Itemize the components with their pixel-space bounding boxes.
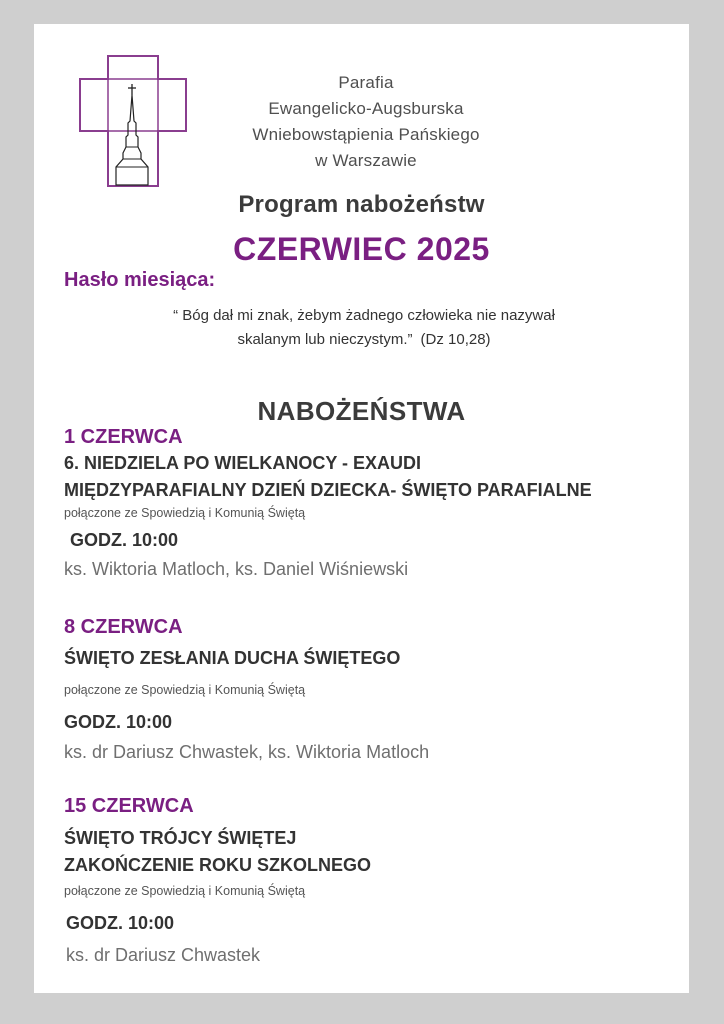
quote-line-2 (94, 328, 634, 352)
parish-line-3: Wniebowstąpienia Pańskiego (252, 125, 480, 144)
service-note: połączone ze Spowiedzią i Komunią Świętą (64, 884, 306, 898)
service-title-line: ŚWIĘTO TRÓJCY ŚWIĘTEJ (64, 828, 297, 848)
month-heading: CZERWIEC 2025 (233, 231, 490, 267)
service-time: GODZ. 10:00 (70, 530, 179, 550)
service-priests: ks. dr Dariusz Chwastek (66, 945, 261, 965)
service-time: GODZ. 10:00 (64, 712, 173, 732)
service-priests: ks. Wiktoria Matloch, ks. Daniel Wiśniewski (64, 559, 409, 579)
service-title-line: MIĘDZYPARAFIALNY DZIEŃ DZIECKA- ŚWIĘTO PARAFIALNE (64, 480, 592, 500)
parish-name (216, 70, 516, 174)
parish-line-4: w Warszawie (315, 151, 417, 170)
quote-line-2-text: skalanym lub nieczystym.” (237, 331, 413, 348)
service-entry (64, 793, 684, 966)
service-note: połączone ze Spowiedzią i Komunią Świętą (64, 683, 306, 697)
motto-quote (94, 304, 634, 352)
services-heading: NABOŻEŃSTWA (257, 396, 466, 426)
quote-line-1: “ Bóg dał mi znak, żebym żadnego człowieka nie nazywał (173, 307, 555, 324)
parish-line-1: Parafia (338, 73, 394, 92)
cross-church-logo-icon (78, 55, 188, 189)
service-date: 1 CZERWCA (64, 426, 183, 448)
program-title: Program nabożeństw (238, 191, 485, 218)
service-priests: ks. dr Dariusz Chwastek, ks. Wiktoria Matloch (64, 742, 430, 762)
service-title-line: ŚWIĘTO ZESŁANIA DUCHA ŚWIĘTEGO (64, 648, 401, 668)
service-date: 15 CZERWCA (64, 795, 194, 817)
service-time: GODZ. 10:00 (66, 913, 175, 933)
service-entry (64, 424, 684, 580)
service-title-line: 6. NIEDZIELA PO WIELKANOCY - EXAUDI (64, 453, 422, 473)
service-date: 8 CZERWCA (64, 616, 183, 638)
service-entry (64, 614, 684, 763)
parish-line-2: Ewangelicko-Augsburska (268, 99, 464, 118)
service-note: połączone ze Spowiedzią i Komunią Świętą (64, 506, 306, 520)
quote-reference: (Dz 10,28) (420, 331, 491, 348)
service-title-line: ZAKOŃCZENIE ROKU SZKOLNEGO (64, 855, 372, 875)
motto-label: Hasło miesiąca: (64, 269, 216, 291)
bulletin-page (34, 24, 689, 993)
